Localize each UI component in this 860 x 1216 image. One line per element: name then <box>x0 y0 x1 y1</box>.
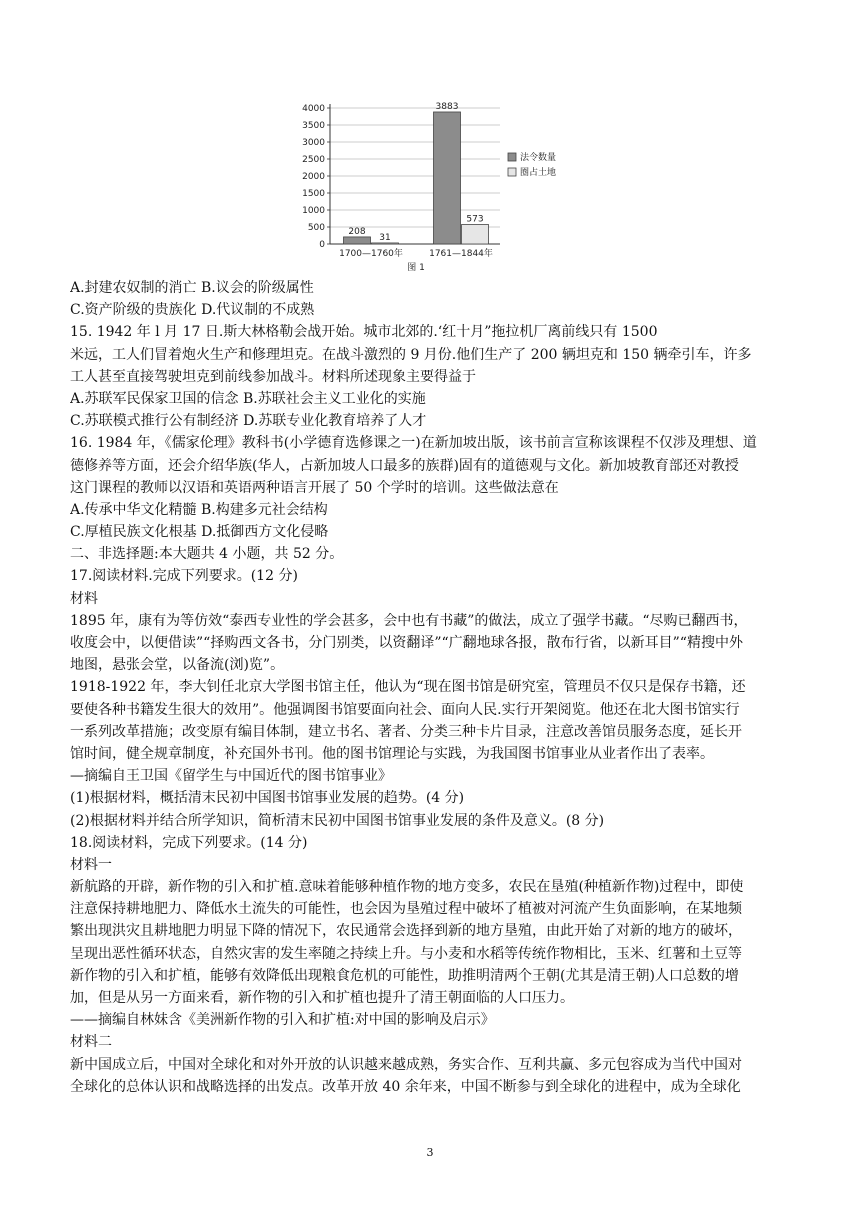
text-line: 材料一 <box>70 856 112 873</box>
text-line: 1895 年，康有为等仿效“泰西专业性的学会甚多，会中也有书藏”的做法，成立了强学书藏。“尽购已翻西书， <box>70 612 748 629</box>
y-tick-label: 0 <box>319 240 325 250</box>
bar <box>434 112 461 244</box>
text-line: 17.阅读材料.完成下列要求。(12 分) <box>70 568 298 585</box>
text-line: 这门课程的教师以汉语和英语两种语言开展了 50 个学时的培训。这些做法意在 <box>70 479 559 496</box>
text-line: 工人甚至直接驾驶坦克到前线参加战斗。材料所述现象主要得益于 <box>70 368 476 385</box>
y-tick-label: 3500 <box>302 121 325 131</box>
text-line: 18.阅读材料，完成下列要求。(14 分) <box>70 834 308 851</box>
text-line: 新作物的引入和扩植，能够有效降低出现粮食危机的可能性，助推明清两个王朝(尤其是清王朝)人口总数的增 <box>70 967 739 984</box>
text-line: 德修养等方面，还会介绍华族(华人，占新加坡人口最多的族群)固有的道德观与文化。新加坡教育部还对教授 <box>70 457 739 474</box>
legend-label: 圈占土地 <box>520 168 557 178</box>
bar <box>462 225 489 244</box>
x-tick-label: 1761—1844年 <box>429 249 493 259</box>
text-line: 繁出现洪灾且耕地肥力明显下降的情况下，农民通常会选择到新的地方垦殖，由此开始了对新的地方的破坏， <box>70 923 742 940</box>
text-line: 新航路的开辟，新作物的引入和扩植.意味着能够种植作物的地方变多，农民在垦殖(种植新作物)过程中，即使 <box>70 879 744 896</box>
data-label: 573 <box>466 214 484 225</box>
text-line: 16. 1984 年，《儒家伦理》教科书(小学德育选修课之一)在新加坡出版，该书前言宣称该课程不仅涉及理想、道 <box>70 435 757 452</box>
y-tick-label: 2000 <box>302 172 325 182</box>
text-line: 新中国成立后，中国对全球化和对外开放的认识越来越成熟，务实合作、互利共赢、多元包容成为当代中国对 <box>70 1056 742 1073</box>
text-line: ——摘编自林妹含《美洲新作物的引入和扩植:对中国的影响及启示》 <box>70 1012 495 1029</box>
text-line: 要使各种书籍发生很大的效用”。他强调图书馆要面向社会、面向人民.实行开架阅览。他还在北大图书馆实行 <box>70 701 740 718</box>
text-line: (1)根据材料，概括清末民初中国图书馆事业发展的趋势。(4 分) <box>70 790 465 807</box>
data-label: 3883 <box>435 101 459 112</box>
text-line: 材料二 <box>70 1034 112 1051</box>
text-line: 1918-1922 年，李大钊任北京大学图书馆主任，他认为“现在图书馆是研究室，管理员不仅只是保存书籍，还 <box>70 679 746 696</box>
text-line: 一系列改革措施；改变原有编目体制，建立书名、著者、分类三种卡片目录，注意改善馆员服务态度，延长开 <box>70 723 742 740</box>
figure-caption: 图 1 <box>407 263 425 273</box>
data-label: 208 <box>348 226 366 237</box>
text-line: A.封建农奴制的消亡 B.议会的阶级属性 <box>70 280 314 296</box>
text-line: 呈现出恶性循环状态，自然灾害的发生率随之持续上升。与小麦和水稻等传统作物相比，玉米、红薯和土豆等 <box>70 945 742 962</box>
text-line: 15. 1942 年 l 月 17 日.斯大林格勒会战开始。城市北郊的.‘红十月”拖拉机厂离前线只有 1500 <box>70 324 658 341</box>
legend-swatch <box>508 168 516 176</box>
figure-1-chart <box>296 92 596 274</box>
text-line: A.传承中华文化精髓 B.构建多元社会结构 <box>70 501 328 518</box>
y-tick-label: 3000 <box>302 138 325 148</box>
text-line: —摘编自王卫国《留学生与中国近代的图书馆事业》 <box>70 768 392 785</box>
text-line: C.厚植民族文化根基 D.抵御西方文化侵略 <box>70 524 329 541</box>
data-label: 31 <box>379 232 391 243</box>
text-line: 材料 <box>70 590 98 607</box>
x-tick-label: 1700—1760年 <box>339 249 403 259</box>
y-tick-label: 500 <box>307 223 325 233</box>
text-line: 收度会中，以便借读”“择购西文各书，分门别类，以资翻译”“广翻地球各报，散布行省，以新耳目”“精搜中外 <box>70 635 743 651</box>
legend-label: 法令数量 <box>520 153 557 163</box>
text-line: C.苏联模式推行公有制经济 D.苏联专业化教育培养了人才 <box>70 413 427 430</box>
y-tick-label: 1000 <box>302 206 325 216</box>
text-line: 馆时间，健全规章制度，补充国外书刊。他的图书馆理论与实践，为我国图书馆事业从业者作出了表率。 <box>70 745 714 762</box>
text-line: C.资产阶级的贵族化 D.代议制的不成熟 <box>70 302 315 319</box>
text-line: 加，但是从另一方面来看，新作物的引入和扩植也提升了清王朝面临的人口压力。 <box>70 990 574 1006</box>
y-tick-label: 4000 <box>302 104 325 114</box>
page-number: 3 <box>426 1146 434 1159</box>
bar-chart <box>296 92 596 274</box>
legend-swatch <box>508 153 516 161</box>
text-line: 全球化的总体认识和战略选择的出发点。改革开放 40 余年来，中国不断参与到全球化的进程中，成为全球化 <box>70 1078 741 1095</box>
text-line: 地图，悬张会堂，以备流(浏)览”。 <box>70 657 285 674</box>
y-tick-label: 2500 <box>302 155 325 165</box>
bar <box>344 237 371 244</box>
text-line: (2)根据材料并结合所学知识，简析清末民初中国图书馆事业发展的条件及意义。(8 分) <box>70 812 605 829</box>
bar <box>372 243 399 244</box>
text-line: 二、非选择题:本大题共 4 小题，共 52 分。 <box>70 546 344 563</box>
text-line: 米远，工人们冒着炮火生产和修理坦克。在战斗激烈的 9 月份.他们生产了 200 辆坦克和 150 辆牵引车，许多 <box>70 346 752 363</box>
document-body <box>70 277 794 1098</box>
text-line: A.苏联军民保家卫国的信念 B.苏联社会主义工业化的实施 <box>70 390 426 407</box>
text-line: 注意保持耕地肥力、降低水土流失的可能性，也会因为垦殖过程中破坏了植被对河流产生负面影响，在某地频 <box>70 901 742 918</box>
y-tick-label: 1500 <box>302 189 325 199</box>
